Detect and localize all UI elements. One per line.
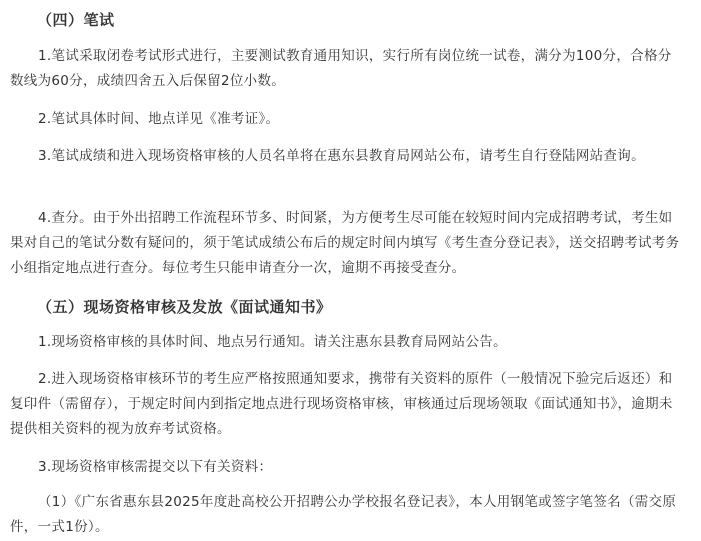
section-4-item-2: 2.笔试具体时间、地点详见《准考证》。 [38, 111, 280, 127]
section-5-item-4: （1）《广东省惠东县2025年度赴高校公开招聘公办学校报名登记表》，本人用钢笔或签字笔签名（需交原件，一式1份）。 [10, 494, 677, 535]
section-5-item-3: 3.现场资格审核需提交以下有关资料： [38, 459, 273, 475]
section-5-item-2: 2.进入现场资格审核环节的考生应严格按照通知要求，携带有关资料的原件（一般情况下验完后返还）和复印件（需留存），于规定时间内到指定地点进行现场资格审核，审核通过后现场领取《面试通知书》，逾期未提供相关资料的视为放弃考试资格。 [10, 371, 673, 437]
section-4-item-1: 1.笔试采取闭卷考试形式进行，主要测试教育通用知识，实行所有岗位统一试卷，满分为100分，合格分数线为60分，成绩四舍五入后保留2位小数。 [10, 48, 672, 89]
section-5-heading: （五）现场资格审核及发放《面试通知书》 [37, 298, 332, 316]
section-4-heading: （四）笔试 [37, 11, 115, 29]
section-5-item-1: 1.现场资格审核的具体时间、地点另行通知。请关注惠东县教育局网站公告。 [38, 334, 507, 350]
section-4-item-4: 4.查分。由于外出招聘工作流程环节多、时间紧，为方便考生尽可能在较短时间内完成招聘考试，考生如果对自己的笔试分数有疑问的，须于笔试成绩公布后的规定时间内填写《考生查分登记表》，送交招聘考试考务小组指定地点进行查分。每位考生只能申请查分一次，逾期不再接受查分。 [10, 210, 680, 276]
section-4-item-3: 3.笔试成绩和进入现场资格审核的人员名单将在惠东县教育局网站公布，请考生自行登陆网站查询。 [38, 148, 645, 164]
